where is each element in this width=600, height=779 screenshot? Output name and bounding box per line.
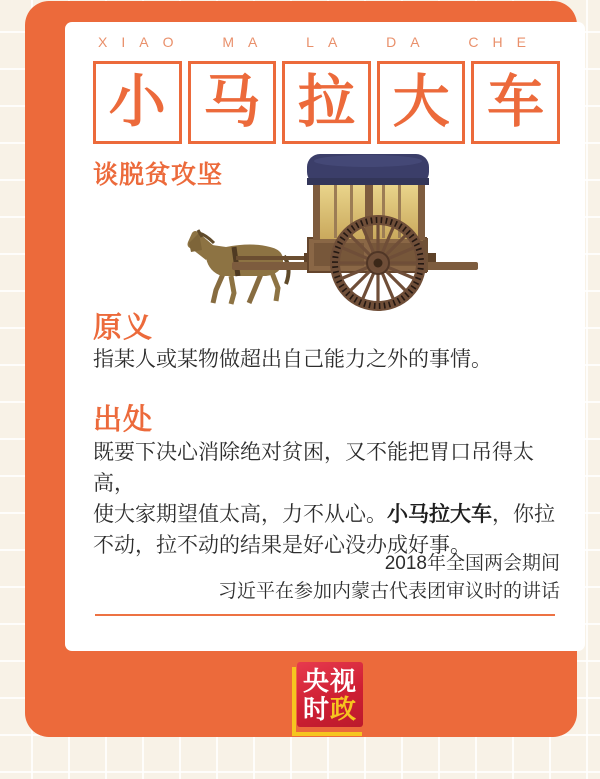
attribution-line: 2018年全国两会期间 [384,553,560,574]
source-heading: 出处 [93,404,154,436]
quote-text: ，你拉 [492,503,555,526]
poster-card [65,22,585,651]
logo-char-gold: 政 [330,693,358,724]
romanized-word: MA [222,34,272,50]
title-character-boxes [93,61,560,144]
title-char-box [282,61,371,144]
romanized-word: LA [306,34,352,50]
title-char-box [93,61,182,144]
poster-frame [25,1,577,737]
title-char: 大 [392,70,450,134]
horse-cart-illustration [168,150,520,318]
source-quote-line [93,499,563,530]
romanized-word: XIAO [98,34,188,50]
logo-line-1: 央视 [302,665,357,696]
source-quote-line: 既要下决心消除绝对贫困，又不能把胃口吊得太高， [93,441,534,495]
logo-char: 时 [302,693,330,724]
title-char: 车 [487,70,545,134]
cart-canopy [307,154,429,185]
source-quote [93,437,563,561]
title-char-box [471,61,560,144]
quote-attribution [218,550,560,606]
romanized-word: DA [386,34,434,50]
romanized-title [98,34,540,50]
poster-subtitle: 谈脱贫攻坚 [93,161,224,189]
quote-bold-phrase: 小马拉大车 [387,503,492,526]
title-char: 小 [108,70,166,134]
meaning-text: 指某人或某物做超出自己能力之外的事情。 [93,348,492,371]
quote-text: 使大家期望值太高，力不从心。 [93,503,387,526]
logo-line-2 [303,695,357,723]
title-char: 马 [203,70,261,134]
attribution-line: 习近平在参加内蒙古代表团审议时的讲话 [217,581,560,602]
romanized-word: CHE [468,34,540,50]
title-char: 拉 [297,70,355,134]
title-char-box [377,61,466,144]
meaning-heading: 原义 [93,312,154,344]
cart-wheel [335,220,421,306]
source-quote-line: 不动，拉不动的结果是好心没办成好事。 [93,534,471,557]
cctv-politics-logo [297,662,363,727]
title-char-box [188,61,277,144]
divider-line [95,614,555,616]
